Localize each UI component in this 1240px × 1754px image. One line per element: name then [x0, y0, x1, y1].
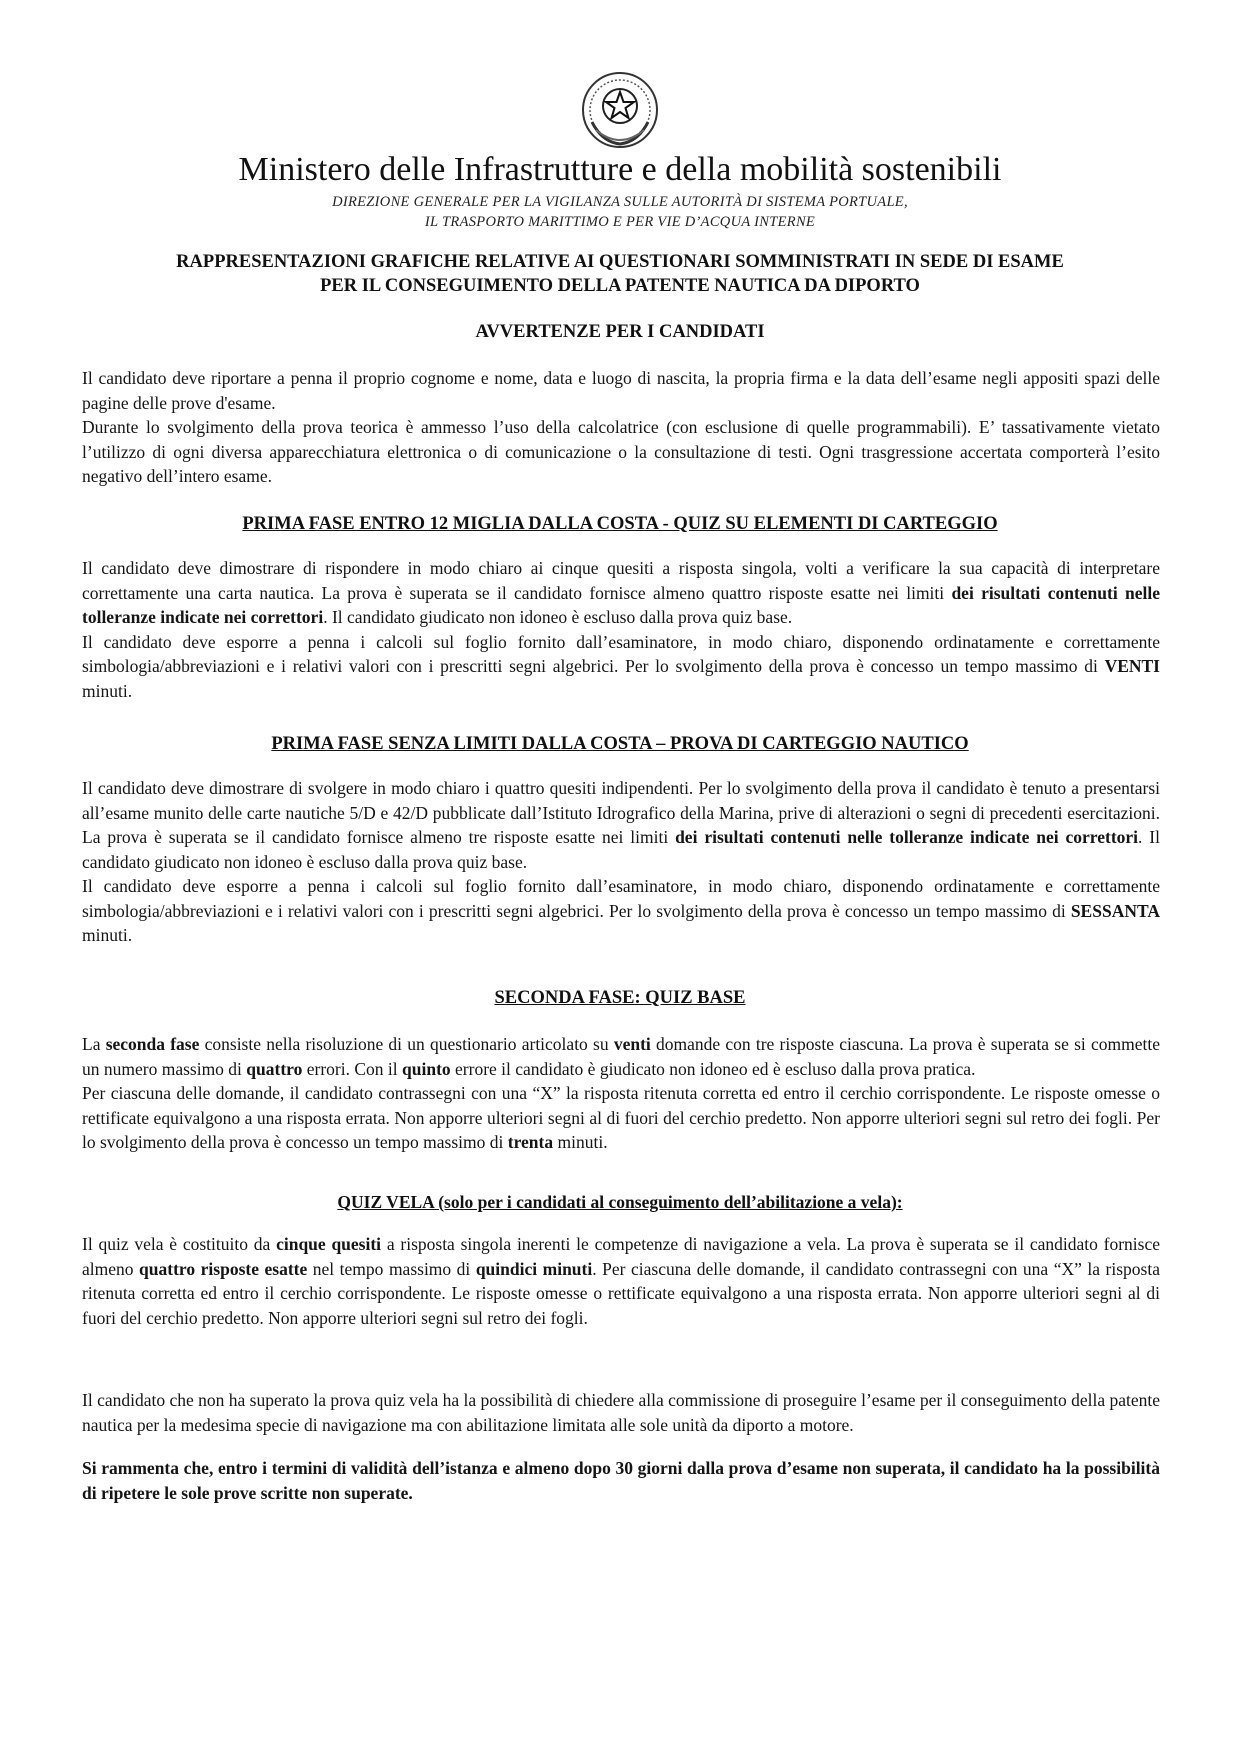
document-heading-line-2: PER IL CONSEGUIMENTO DELLA PATENTE NAUTICA DA DIPORTO — [320, 276, 920, 296]
senza-limiti-p2 — [82, 874, 1160, 948]
seconda-p2 — [82, 1081, 1160, 1155]
text-run: . Per ciascuna delle domande, il candidato contrassegni con una “X” la risposta ritenuta corretta ed entro il cerchio corrispondente. Le risposte omesse o rettificate equivalgono a una risposta errata. Non apporre ulteriori segni al di fuori del cerchio predetto. Non apporre ulteriori segni sul retro dei fogli. — [82, 1258, 1160, 1328]
quiz-vela-paragraph — [82, 1232, 1160, 1330]
text-run: domande con tre risposte ciascuna. La prova è superata se si commette un numero massimo di — [82, 1034, 1160, 1079]
section-title-seconda-fase-text: SECONDA FASE: QUIZ BASE — [494, 988, 746, 1008]
avvertenze-p1: Il candidato deve riportare a penna il proprio cognome e nome, data e luogo di nascita, la propria firma e la data dell’esame negli appositi spazi delle pagine delle prove d'esame. — [82, 368, 1160, 413]
section-title-senza-limiti-text: PRIMA FASE SENZA LIMITI DALLA COSTA – PROVA DI CARTEGGIO NAUTICO — [271, 734, 969, 754]
bold-run: trenta — [507, 1132, 554, 1152]
fase-12-p1 — [82, 556, 1160, 630]
bold-run: seconda fase — [105, 1034, 200, 1054]
text-run: Il quiz vela è costituito da — [82, 1234, 277, 1254]
seconda-fase-paragraph — [82, 1032, 1160, 1155]
section-title-quiz-vela-text: QUIZ VELA (solo per i candidati al conseguimento dell’abilitazione a vela): — [337, 1192, 903, 1212]
avvertenze-p2: Durante lo svolgimento della prova teorica è ammesso l’uso della calcolatrice (con esclusione di quelle programmabili). E’ tassativamente vietato l’utilizzo di ogni diversa apparecchiatura elettronica o di comunicazione o la consultazione di testi. Ogni trasgressione accertata comporterà l’esito negativo dell’intero esame. — [82, 417, 1160, 486]
bold-run: venti — [613, 1034, 651, 1054]
section-title-quiz-vela — [0, 1190, 1240, 1214]
bold-run: quindici minuti — [475, 1258, 593, 1279]
text-run: a risposta singola inerenti le competenze di navigazione a vela. La prova è superata se il candidato fornisce almeno — [82, 1234, 1161, 1279]
text-run: Per ciascuna delle domande, il candidato contrassegni con una “X” la risposta ritenuta corretta ed entro il cerchio corrispondente. Le risposte omesse o rettificate equivalgono a una risposta errata. Non apporre ulteriori segni al di fuori del cerchio predetto. Non apporre ulteriori segni sul retro dei fogli. Per lo svolgimento della prova è concesso un tempo massimo di — [82, 1083, 1160, 1152]
directorate-name — [0, 192, 1240, 232]
bold-run: dei risultati contenuti nelle tolleranze indicate nei correttori — [675, 827, 1139, 847]
quiz-vela-limited-paragraph — [82, 1388, 1160, 1437]
fase-12-miglia-paragraph — [82, 556, 1160, 703]
text-run: Il candidato deve dimostrare di rispondere in modo chiaro ai cinque quesiti a risposta singola, volti a verificare la sua capacità di interpretare correttamente una carta nautica. La prova è superata se il candidato fornisce almeno quattro risposte esatte nei limiti — [82, 558, 1160, 603]
bold-run: SESSANTA — [1070, 900, 1160, 921]
vela-p3: Si rammenta che, entro i termini di validità dell’istanza e almeno dopo 30 giorni dalla prova d’esame non superata, il candidato ha la possibilità di ripetere le sole prove scritte non superate. — [82, 1458, 1160, 1503]
senza-limiti-paragraph — [82, 776, 1160, 948]
bold-run: quinto — [402, 1058, 451, 1079]
document-heading — [0, 250, 1240, 298]
text-run: . Il candidato giudicato non idoneo è escluso dalla prova quiz base. — [323, 607, 793, 627]
directorate-line-1: DIREZIONE GENERALE PER LA VIGILANZA SULLE AUTORITÀ DI SISTEMA PORTUALE, — [332, 194, 908, 210]
section-title-seconda-fase — [0, 986, 1240, 1010]
section-title-senza-limiti — [0, 732, 1240, 756]
senza-limiti-p1 — [82, 776, 1160, 874]
section-title-avvertenze — [0, 320, 1240, 344]
text-run: consiste nella risoluzione di un questionario articolato su — [199, 1034, 614, 1054]
ministry-title: Ministero delle Infrastrutture e della mobilità sostenibili — [238, 151, 1002, 188]
text-run: minuti. — [553, 1132, 608, 1152]
text-run: nel tempo massimo di — [307, 1258, 476, 1279]
seconda-p1 — [82, 1032, 1160, 1081]
bold-run: VENTI — [1104, 656, 1160, 676]
fase-12-p2 — [82, 630, 1160, 704]
directorate-line-2: IL TRASPORTO MARITTIMO E PER VIE D’ACQUA INTERNE — [424, 214, 816, 230]
final-notice-paragraph — [82, 1456, 1160, 1505]
section-title-fase-12-miglia-text: PRIMA FASE ENTRO 12 MIGLIA DALLA COSTA - QUIZ SU ELEMENTI DI CARTEGGIO — [242, 514, 998, 534]
italian-republic-emblem-icon — [580, 70, 660, 150]
text-run: . Il candidato giudicato non idoneo è escluso dalla prova quiz base. — [82, 827, 1160, 872]
text-run: Il candidato deve esporre a penna i calcoli sul foglio fornito dall’esaminatore, in modo chiaro, disponendo ordinatamente e correttamente simbologia/abbreviazioni e i relativi valori con i prescritti segni algebrici. Per lo svolgimento della prova è concesso un tempo massimo di — [82, 876, 1160, 921]
text-run: errore il candidato è giudicato non idoneo ed è escluso dalla prova pratica. — [450, 1058, 976, 1079]
document-heading-line-1: RAPPRESENTAZIONI GRAFICHE RELATIVE AI QUESTIONARI SOMMINISTRATI IN SEDE DI ESAME — [176, 252, 1064, 272]
section-title-avvertenze-text: AVVERTENZE PER I CANDIDATI — [475, 322, 765, 342]
text-run: minuti. — [82, 925, 133, 945]
text-run: Il candidato deve dimostrare di svolgere in modo chiaro i quattro quesiti indipendenti. Per lo svolgimento della prova il candidato è tenuto a presentarsi all’esame munito delle carte nautiche 5/D e 42/D pubblicate dall’Istituto Idrografico della Marina, prive di alterazioni o segni di precedenti esercitazioni. La prova è superata se il candidato fornisce almeno tre risposte esatte nei limiti — [82, 778, 1160, 847]
bold-run: cinque quesiti — [276, 1234, 382, 1254]
vela-p1 — [82, 1232, 1160, 1330]
bold-run: quattro — [246, 1058, 303, 1079]
avvertenze-paragraph — [82, 366, 1160, 489]
text-run: minuti. — [82, 680, 133, 701]
text-run: La — [82, 1034, 106, 1054]
section-title-fase-12-miglia — [0, 512, 1240, 536]
text-run: Il candidato deve esporre a penna i calcoli sul foglio fornito dall’esaminatore, in modo chiaro, disponendo ordinatamente e correttamente simbologia/abbreviazioni e i relativi valori con i prescritti segni algebrici. Per lo svolgimento della prova è concesso un tempo massimo di — [82, 631, 1160, 676]
text-run: errori. Con il — [302, 1058, 403, 1079]
vela-p2: Il candidato che non ha superato la prova quiz vela ha la possibilità di chiedere alla commissione di proseguire l’esame per il conseguimento della patente nautica per la medesima specie di navigazione ma con abilitazione limitata alle sole unità da diporto a motore. — [82, 1390, 1160, 1435]
bold-run: dei risultati contenuti nelle tolleranze indicate nei correttori — [82, 582, 1161, 627]
bold-run: quattro risposte esatte — [139, 1258, 308, 1279]
